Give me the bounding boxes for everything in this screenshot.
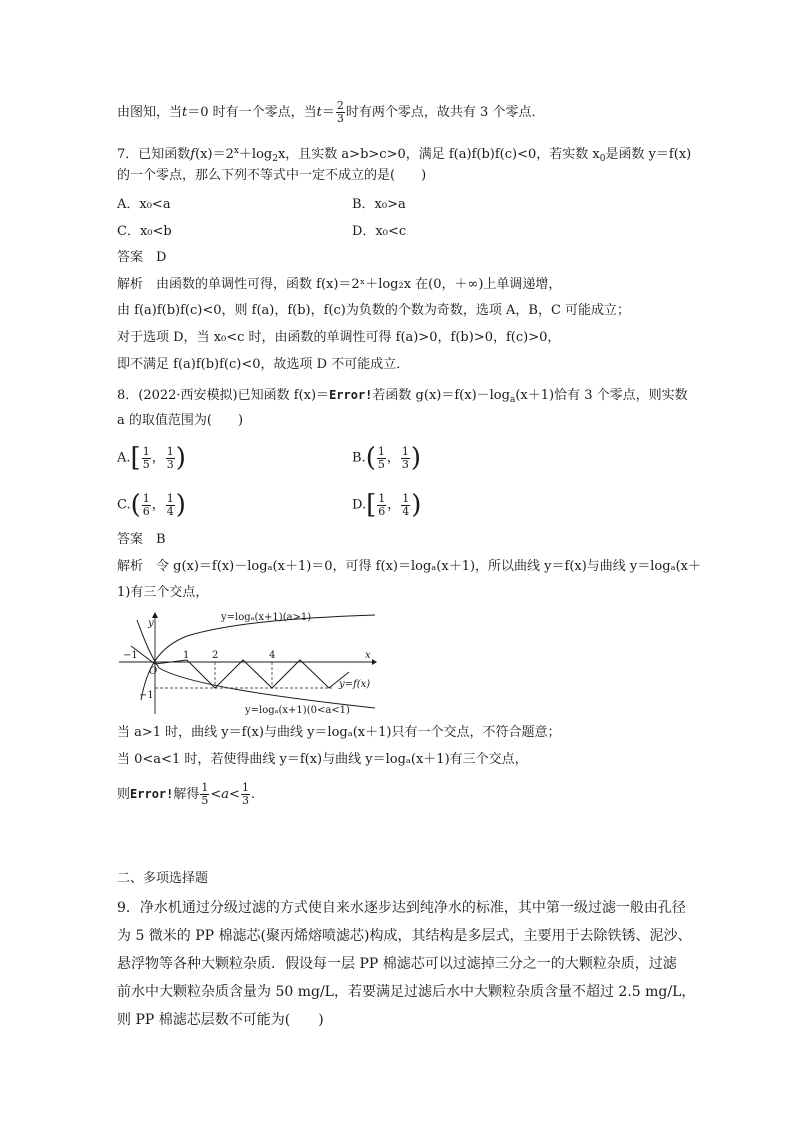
tick-4: 4 [269, 650, 276, 661]
q8-option-b: B.( $\frac{1}{5}$ ， $\frac{1}{3}$ ) [352, 443, 422, 473]
q7-option-d: D．x₀<c [352, 224, 407, 239]
q7-option-a: A．x₀<a [117, 197, 171, 212]
q8-solution-4: 当 0<a<1 时，若使得曲线 y＝f(x)与曲线 y＝logₐ(x＋1)有三个交点， [117, 752, 528, 767]
label-y: y [148, 618, 154, 629]
q9-line-5: 则 PP 棉滤芯层数不可能为( ) [117, 1012, 324, 1028]
q7-answer: 答案 D [117, 250, 167, 265]
q9-line-4: 前水中大颗粒杂质含量为 50 mg/L，若要满足过滤后水中大颗粒杂质含量不超过 2.5 mg/L， [117, 984, 696, 1000]
tick-1: 1 [183, 650, 190, 661]
section-title-multiple-choice: 二、多项选择题 [117, 871, 209, 886]
label-fx: y=f(x) [339, 679, 371, 690]
tick-minus-1: −1 [123, 650, 138, 661]
q8-solution-5: 则Error!解得 $\frac{1}{5}$ <a< $\frac{1}{3}$ . [117, 781, 256, 807]
q7-solution-2: 由 f(a)f(b)f(c)<0，则 f(a)，f(b)，f(c)为负数的个数为奇数，选项 A，B，C 可能成立； [117, 303, 631, 318]
log-curve-a-lt-1 [137, 620, 375, 708]
label-origin: O [149, 666, 158, 677]
q7-option-c: C．x₀<b [117, 224, 172, 239]
q9-line-1: 9．净水机通过分级过滤的方式使自来水逐步达到纯净水的标准，其中第一级过滤一般由孔径 [117, 900, 686, 916]
tick-y-minus-1: −1 [139, 690, 154, 701]
q8-solution-3: 当 a>1 时，曲线 y＝f(x)与曲线 y＝logₐ(x＋1)只有一个交点，不符合题意； [117, 725, 561, 740]
q7-solution-1: 解析 由函数的单调性可得，函数 f(x)＝2ˣ＋log₂x 在(0，＋∞)上单调递增， [117, 277, 562, 292]
label-x: x [365, 650, 371, 661]
q8-option-c: C.( $\frac{1}{6}$ ， $\frac{1}{4}$ ) [117, 490, 186, 520]
label-top-curve: y=logₐ(x+1)(a>1) [221, 612, 312, 623]
q9-line-3: 悬浮物等各种大颗粒杂质．假设每一层 PP 棉滤芯可以过滤掉三分之一的大颗粒杂质，过滤 [117, 956, 677, 972]
question-7-stem-line2: 的一个零点，那么下列不等式中一定不成立的是( ) [117, 168, 427, 183]
q7-option-b: B．x₀>a [352, 197, 406, 212]
q8-option-d: D.[ $\frac{1}{6}$ ， $\frac{1}{4}$ ) [352, 490, 422, 520]
solution-line-conclusion: 由图知，当t＝0 时有一个零点，当t＝ $\frac{2}{3}$ 时有两个零点，故共有 3 个零点． [117, 99, 545, 125]
question-8-stem: 8．(2022·西安模拟)已知函数 f(x)＝Error!若函数 $g(x)=f(x)-\log_a(x+1)$恰有 3 个零点，则实数 [117, 388, 688, 405]
x-axis-arrow [372, 659, 377, 665]
q8-solution-2: 1)有三个交点， [117, 585, 209, 600]
fraction: $\frac{2}{3}$ [336, 99, 344, 125]
label-bottom-curve: y=logₐ(x+1)(0<a<1) [245, 705, 350, 716]
q7-solution-4: 即不满足 f(a)f(b)f(c)<0，故选项 D 不可能成立． [117, 357, 410, 372]
q9-line-2: 为 5 微米的 PP 棉滤芯(聚丙烯熔喷滤芯)构成，其结构是多层式，主要用于去除铁锈、泥沙、 [117, 928, 692, 944]
q8-answer: 答案 B [117, 532, 166, 547]
tick-2: 2 [212, 650, 219, 661]
q8-option-a: A.[ $\frac{1}{5}$ ， $\frac{1}{3}$ ) [117, 443, 186, 473]
question-7-stem: 7．已知函数$f(x)=2^x+\log_2x$，且实数 a>b>c>0，满足 f(a)f(b)f(c)<0，若实数 $x_0$是函数 y＝f(x) [117, 146, 692, 164]
fx-curve [131, 646, 349, 688]
function-graph [117, 612, 377, 716]
q7-solution-3: 对于选项 D，当 x₀<c 时，由函数的单调性可得 f(a)>0，f(b)>0，f(c)>0， [117, 330, 561, 345]
question-8-stem-line2: a 的取值范围为( ) [117, 413, 244, 428]
q8-solution-1: 解析 令 g(x)＝f(x)－logₐ(x＋1)＝0，可得 f(x)＝logₐ(x＋1)，所以曲线 y＝f(x)与曲线 y＝logₐ(x＋ [117, 559, 702, 574]
